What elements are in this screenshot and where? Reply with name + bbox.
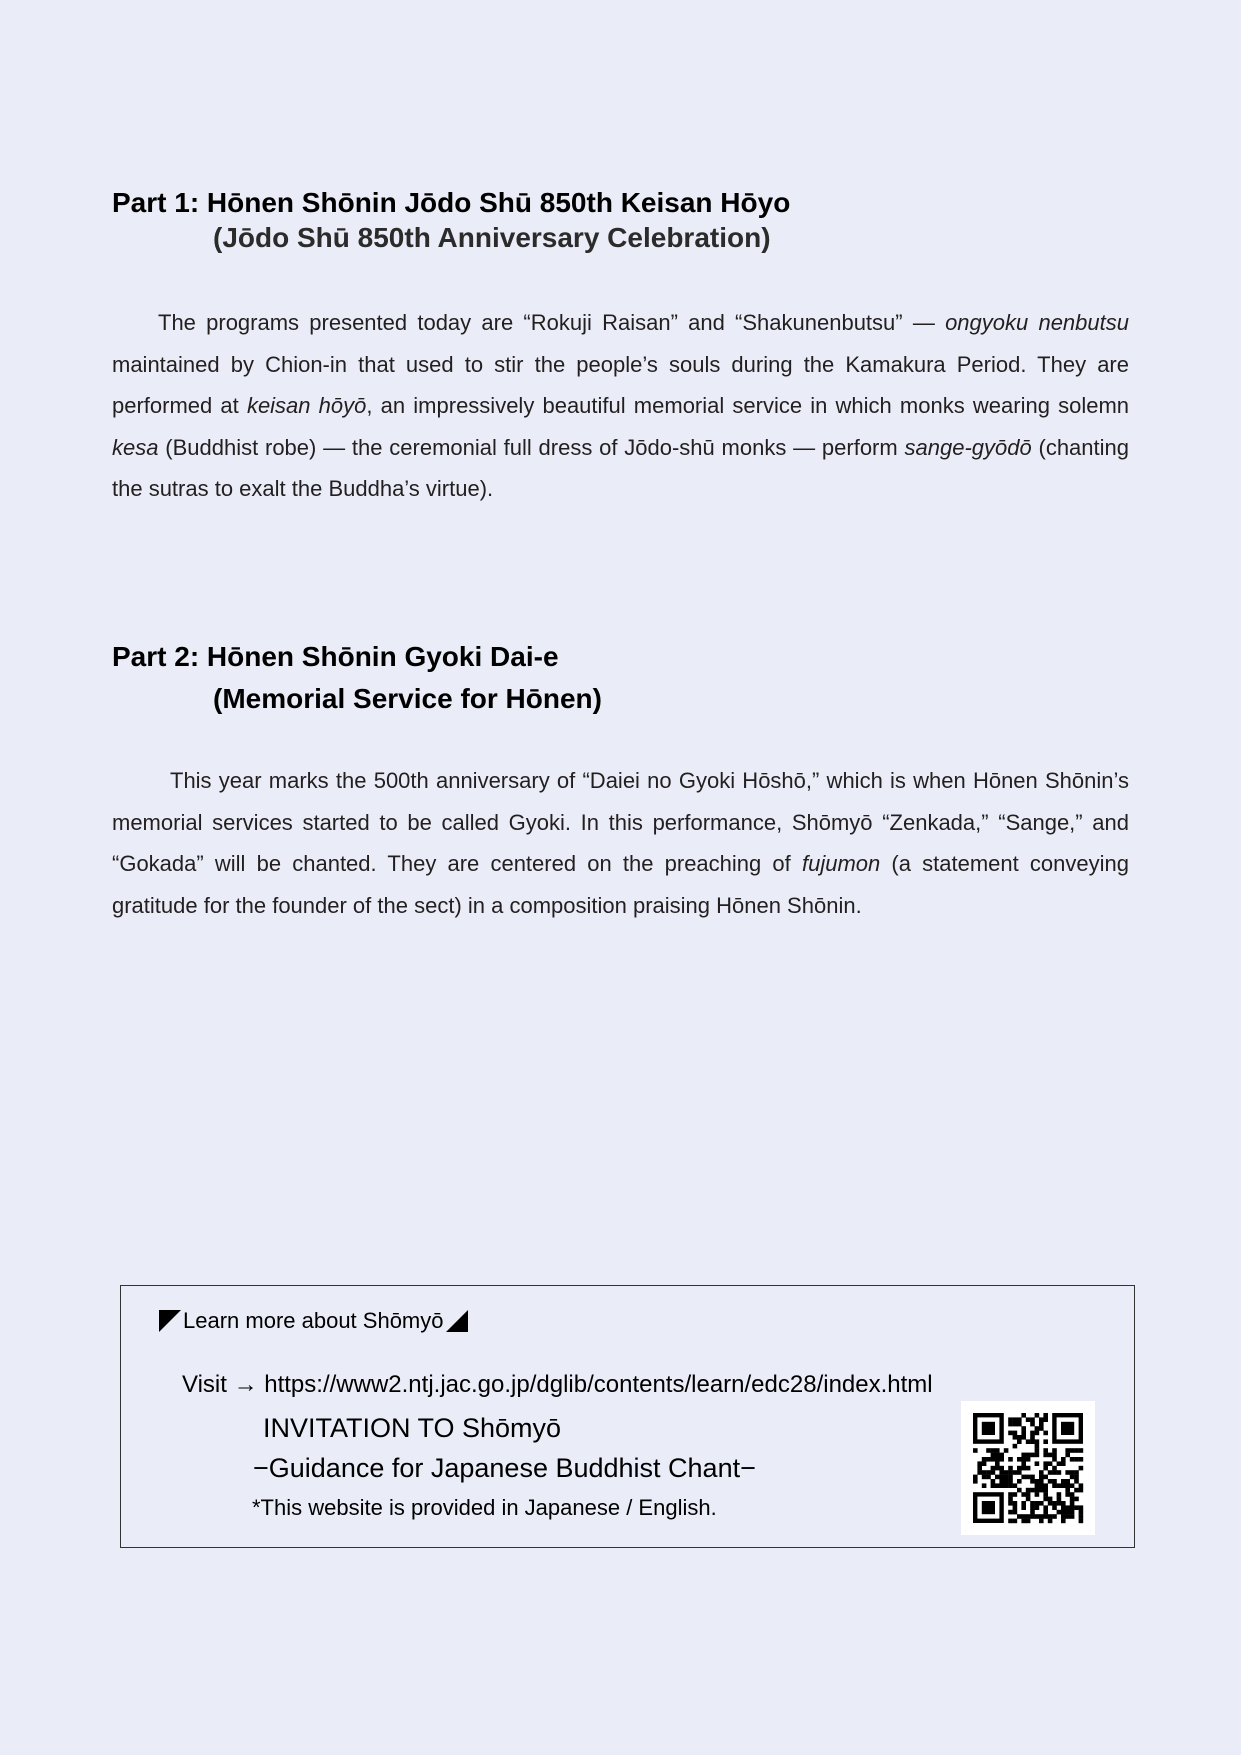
website-title: INVITATION TO Shōmyō [263, 1413, 562, 1443]
visit-line [182, 1370, 933, 1400]
learn-more-title [159, 1306, 468, 1336]
website-language-note: *This website is provided in Japanese / English. [252, 1495, 717, 1520]
part1-body [112, 302, 1129, 510]
part1-body-seg: ongyoku nenbutsu [945, 310, 1129, 335]
qr-code-graphic [961, 1401, 1095, 1535]
part1-heading [112, 185, 790, 255]
part1-body-seg: keisan hōyō [246, 393, 367, 418]
part1-body-seg: kesa [112, 434, 159, 460]
part1-heading-line1: Part 1: Hōnen Shōnin Jōdo Shū 850th Keisan Hōyo [112, 187, 791, 218]
part1-heading-line2: (Jōdo Shū 850th Anniversary Celebration) [213, 222, 771, 253]
learn-more-box [120, 1285, 1135, 1548]
visit-label: Visit → [182, 1371, 258, 1398]
part1-body-seg: maintained by Chion-in that used to stir the people’s souls during the Kamakura Period. They are performed at [112, 351, 1129, 418]
part1-body-seg: (chanting the sutras to exalt the Buddha’s virtue). [112, 434, 1130, 501]
part1-body-seg: (Buddhist robe) — the ceremonial full dress of Jōdo-shū monks — perform [158, 434, 905, 460]
corner-mark-bottom-right-icon [446, 1310, 468, 1332]
part2-heading [112, 636, 602, 720]
part1-body-seg: The programs presented today are “Rokuji Raisan” and “Shakunenbutsu” — [158, 310, 946, 335]
part2-heading-line1: Part 2: Hōnen Shōnin Gyoki Dai-e [112, 641, 559, 672]
learn-more-title-text: Learn more about Shōmyō [183, 1308, 444, 1333]
corner-mark-top-left-icon [159, 1310, 181, 1332]
part2-body-seg: This year marks the 500th anniversary of “Daiei no Gyoki Hōshō,” which is when Hōnen Shōnin’s memorial services started to be called Gyoki. In this performance, Shōmyō “Zenkada,” “Sange,” and “Gokada” will be chanted. They are centered on the preaching of [112, 768, 1129, 876]
qr-code-icon[interactable] [961, 1401, 1095, 1535]
part2-body-seg: fujumon [801, 851, 881, 876]
part1-body-seg: sange-gyōdō [904, 434, 1032, 460]
part1-body-seg: , an impressively beautiful memorial service in which monks wearing solemn [366, 393, 1130, 418]
website-subtitle: −Guidance for Japanese Buddhist Chant− [253, 1453, 756, 1483]
part2-heading-line2: (Memorial Service for Hōnen) [213, 683, 602, 714]
website-url-link[interactable]: https://www2.ntj.jac.go.jp/dglib/contents/learn/edc28/index.html [264, 1371, 933, 1398]
part2-body [112, 760, 1129, 926]
part2-body-seg: (a statement conveying gratitude for the founder of the sect) in a composition praising Hōnen Shōnin. [112, 851, 1129, 918]
